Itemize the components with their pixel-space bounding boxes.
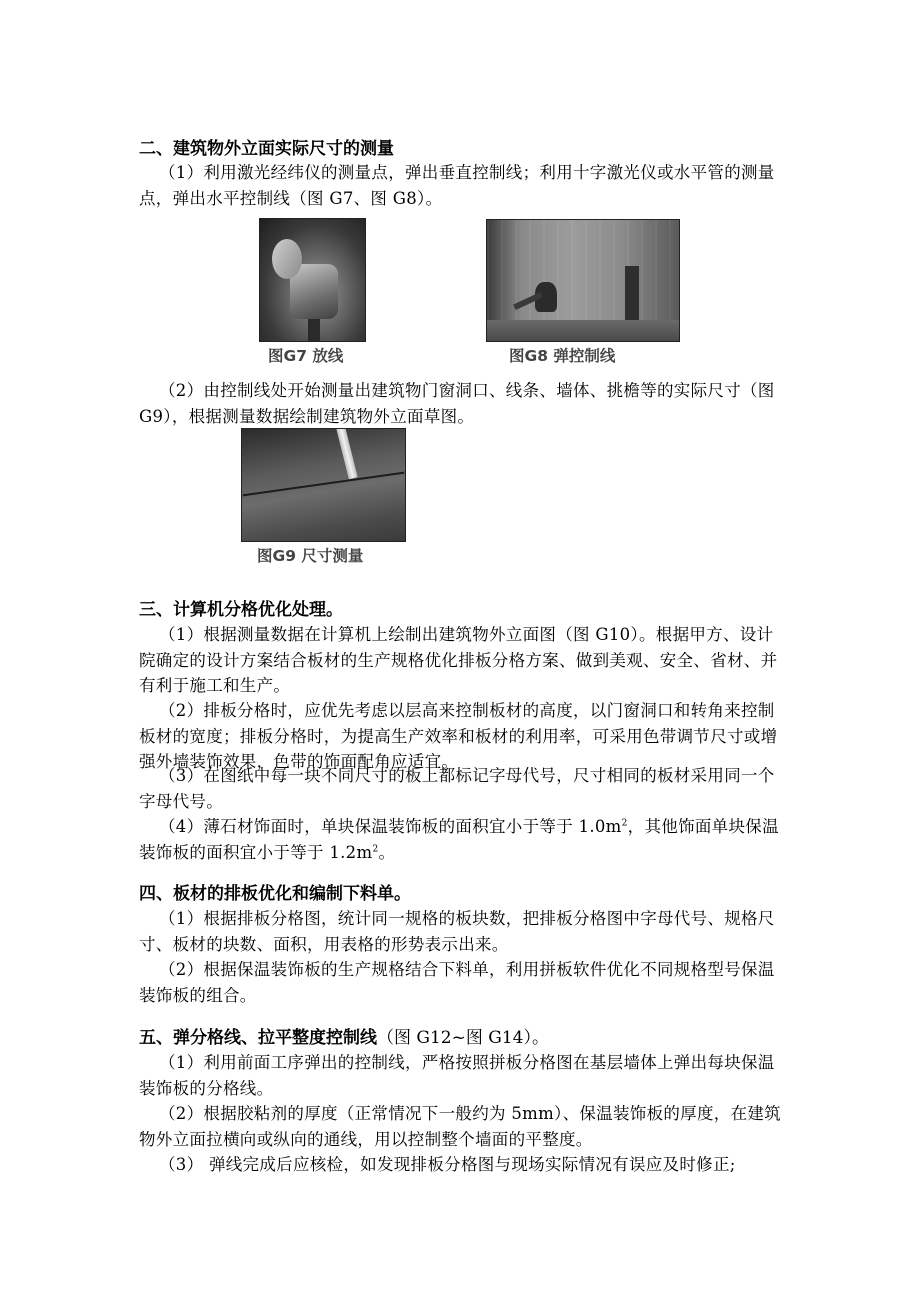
paragraph-3-4: （4）薄石材饰面时，单块保温装饰板的面积宜小于等于 $1.0m^2$，其他饰面单块保温装饰板的面积宜小于等于 $1.2m^2$。 xyxy=(139,817,779,862)
paragraph-4-1: （1）根据排板分格图，统计同一规格的板块数，把排板分格图中字母代号、规格尺寸、板材的块数、面积，用表格的形势表示出来。 xyxy=(139,909,775,954)
paragraph-5-2: （2）根据胶粘剂的厚度（正常情况下一般约为 5mm）、保温装饰板的厚度，在建筑物外立面拉横向或纵向的通线，用以控制整个墙面的平整度。 xyxy=(139,1104,781,1149)
paragraph-2-2: （2）由控制线处开始测量出建筑物门窗洞口、线条、墙体、挑檐等的实际尺寸（图 G9），根据测量数据绘制建筑物外立面草图。 xyxy=(139,381,775,426)
worker-marking-wall-photo-icon xyxy=(486,219,680,342)
paragraph-2-1: （1）利用激光经纬仪的测量点，弹出垂直控制线；利用十字激光仪或水平管的测量点，弹出水平控制线（图 G7、图 G8）。 xyxy=(139,163,775,208)
section-heading-4: 四、板材的排板优化和编制下料单。 xyxy=(139,884,411,904)
tape-measure-wall-photo-icon xyxy=(241,428,406,542)
section-heading-3: 三、计算机分格优化处理。 xyxy=(139,600,343,620)
section-heading-5: 五、弹分格线、拉平整度控制线（图 G12~图 G14）。 xyxy=(139,1028,549,1048)
paragraph-5-1: （1）利用前面工序弹出的控制线，严格按照拼板分格图在基层墙体上弹出每块保温装饰板的分格线。 xyxy=(139,1053,775,1098)
figure-caption: 图G9 尺寸测量 xyxy=(257,547,364,565)
laser-theodolite-photo-icon xyxy=(259,218,366,342)
paragraph-4-2: （2）根据保温装饰板的生产规格结合下料单，利用拼板软件优化不同规格型号保温装饰板的组合。 xyxy=(139,960,775,1005)
paragraph-5-3: （3） 弹线完成后应核检，如发现排板分格图与现场实际情况有误应及时修正; xyxy=(159,1155,736,1174)
figure-caption: 图G8 弹控制线 xyxy=(509,347,616,365)
figure-caption: 图G7 放线 xyxy=(268,347,344,365)
paragraph-3-3: （3）在图纸中每一块不同尺寸的板上都标记字母代号，尺寸相同的板材采用同一个字母代号。 xyxy=(139,766,775,811)
section-heading-2: 二、建筑物外立面实际尺寸的测量 xyxy=(139,139,394,159)
paragraph-3-1: （1）根据测量数据在计算机上绘制出建筑物外立面图（图 G10）。根据甲方、设计院确定的设计方案结合板材的生产规格优化排板分格方案、做到美观、安全、省材、并有利于施工和生产。 xyxy=(139,625,778,695)
paragraph-3-2: （2）排板分格时，应优先考虑以层高来控制板材的高度，以门窗洞口和转角来控制板材的宽度；排板分格时，为提高生产效率和板材的利用率，可采用色带调节尺寸或增强外墙装饰效果，色带的饰面配角应适宜。 xyxy=(139,701,778,771)
